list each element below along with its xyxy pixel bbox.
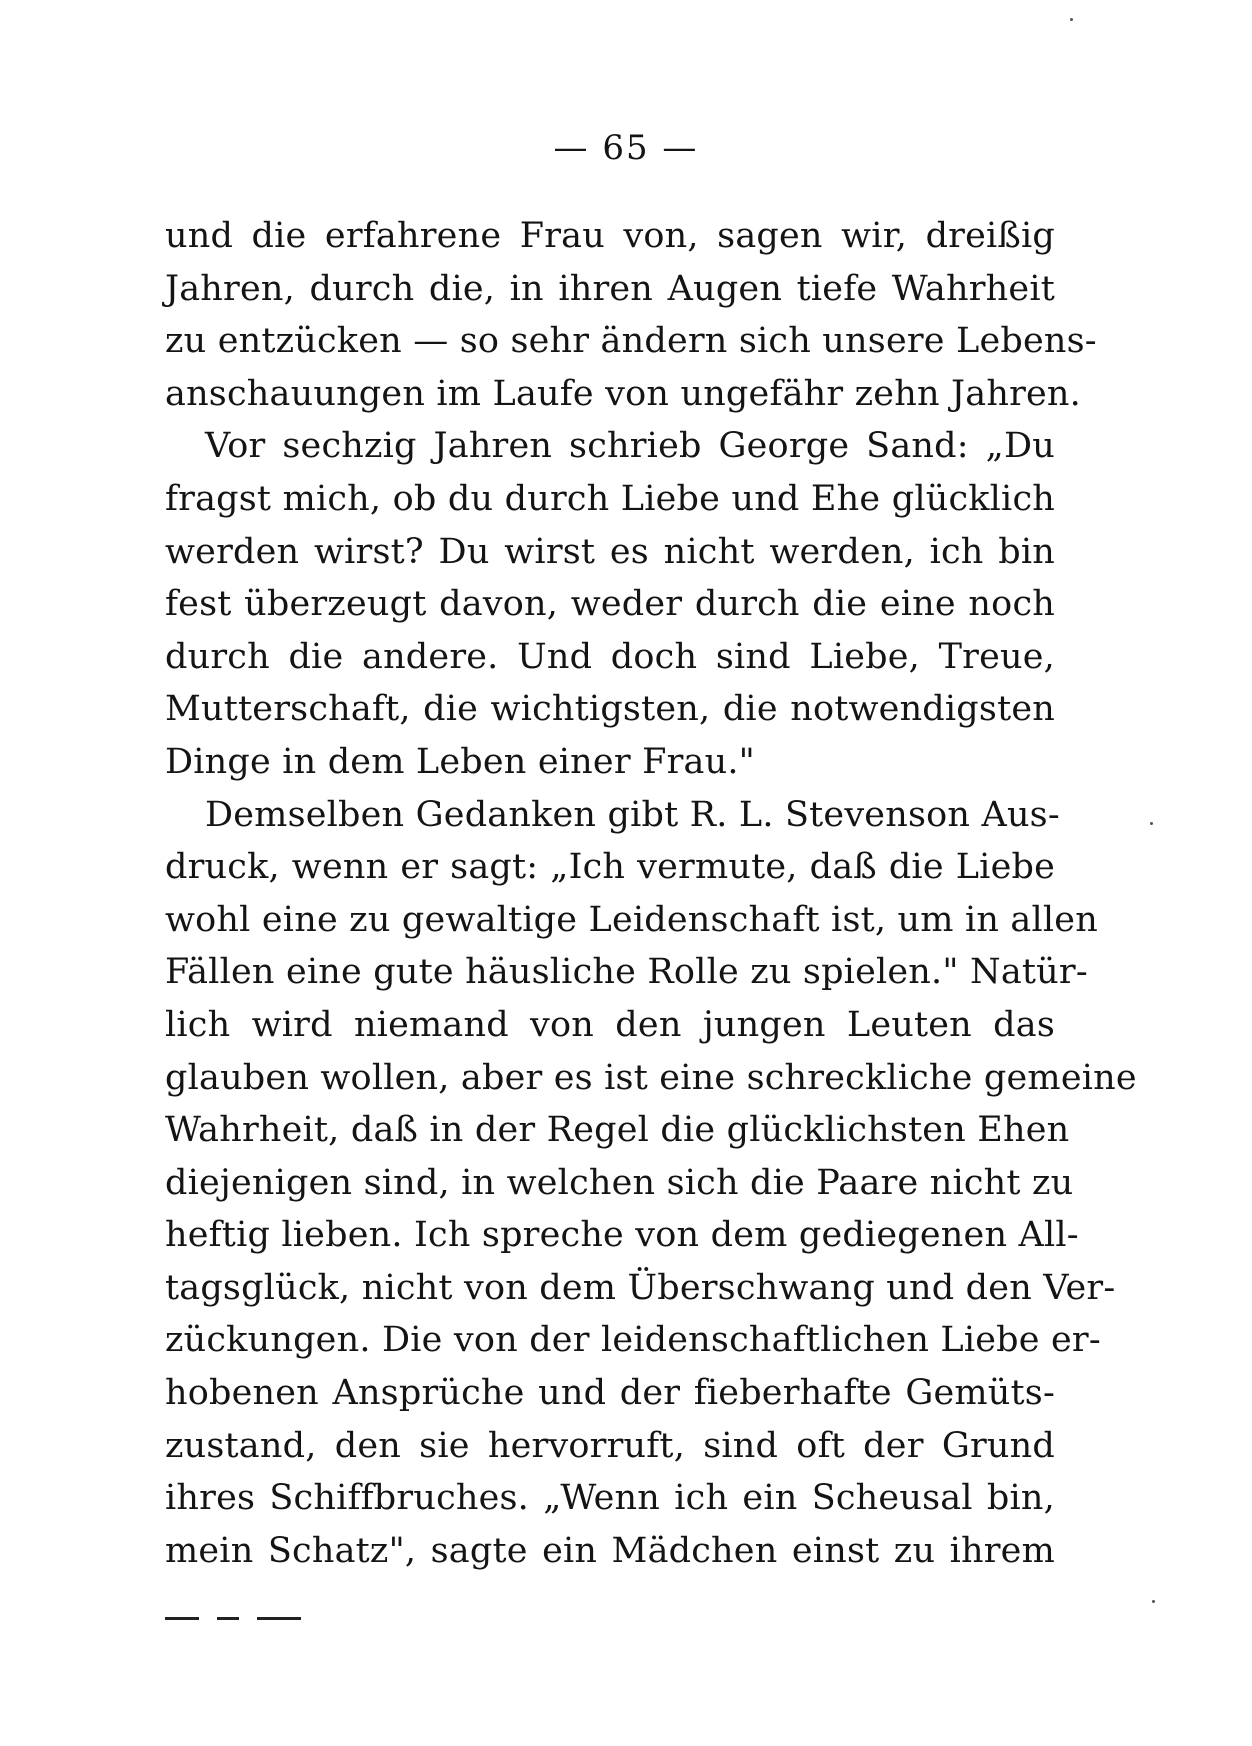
text-line: durch die andere. Und doch sind Liebe, Treue, [165, 636, 1055, 677]
text-line: ihres Schiffbruches. „Wenn ich ein Scheusal bin, [165, 1478, 1055, 1519]
text-line: heftig lieben. Ich spreche von dem gediegenen All- [165, 1215, 1079, 1256]
text-line: fest überzeugt davon, weder durch die eine noch [165, 584, 1055, 625]
text-line: hobenen Ansprüche und der fieberhafte Gemüts- [165, 1373, 1055, 1414]
text-line: Mutterschaft, die wichtigsten, die notwendigsten [165, 689, 1055, 730]
text-line: Jahren, durch die, in ihren Augen tiefe Wahrheit [165, 268, 1055, 309]
text-line: zückungen. Die von der leidenschaftlichen Liebe er- [165, 1320, 1101, 1361]
page-number: — 65 — [553, 128, 699, 168]
scan-speck [1070, 18, 1073, 21]
cut-off-line-fragment [165, 1612, 385, 1626]
scan-speck [1150, 822, 1153, 825]
text-line: druck, wenn er sagt: „Ich vermute, daß die Liebe [165, 847, 1055, 888]
text-line: Wahrheit, daß in der Regel die glücklichsten Ehen [165, 1110, 1070, 1151]
text-line: glauben wollen, aber es ist eine schreckliche gemeine [165, 1057, 1137, 1098]
text-line: zustand, den sie hervorruft, sind oft der Grund [165, 1425, 1055, 1466]
text-line: mein Schatz", sagte ein Mädchen einst zu ihrem [165, 1530, 1055, 1571]
scan-speck [1152, 1600, 1155, 1603]
text-line: Vor sechzig Jahren schrieb George Sand: „Du [205, 426, 1055, 467]
text-line: Dinge in dem Leben einer Frau." [165, 741, 755, 782]
text-line: zu entzücken — so sehr ändern sich unsere Lebens- [165, 321, 1097, 362]
text-line: anschauungen im Laufe von ungefähr zehn Jahren. [165, 373, 1081, 414]
text-line: werden wirst? Du wirst es nicht werden, ich bin [165, 531, 1055, 572]
text-line: tagsglück, nicht von dem Überschwang und den Ver- [165, 1267, 1116, 1308]
text-line: diejenigen sind, in welchen sich die Paare nicht zu [165, 1162, 1074, 1203]
text-line: Fällen eine gute häusliche Rolle zu spielen." Natür- [165, 952, 1088, 993]
text-line: Demselben Gedanken gibt R. L. Stevenson Aus- [205, 794, 1060, 835]
body-text [165, 210, 1137, 1577]
text-line: lich wird niemand von den jungen Leuten das [165, 1004, 1055, 1045]
text-line: fragst mich, ob du durch Liebe und Ehe glücklich [165, 478, 1055, 519]
text-line: wohl eine zu gewaltige Leidenschaft ist, um in allen [165, 899, 1098, 940]
text-line: und die erfahrene Frau von, sagen wir, dreißig [165, 216, 1055, 256]
